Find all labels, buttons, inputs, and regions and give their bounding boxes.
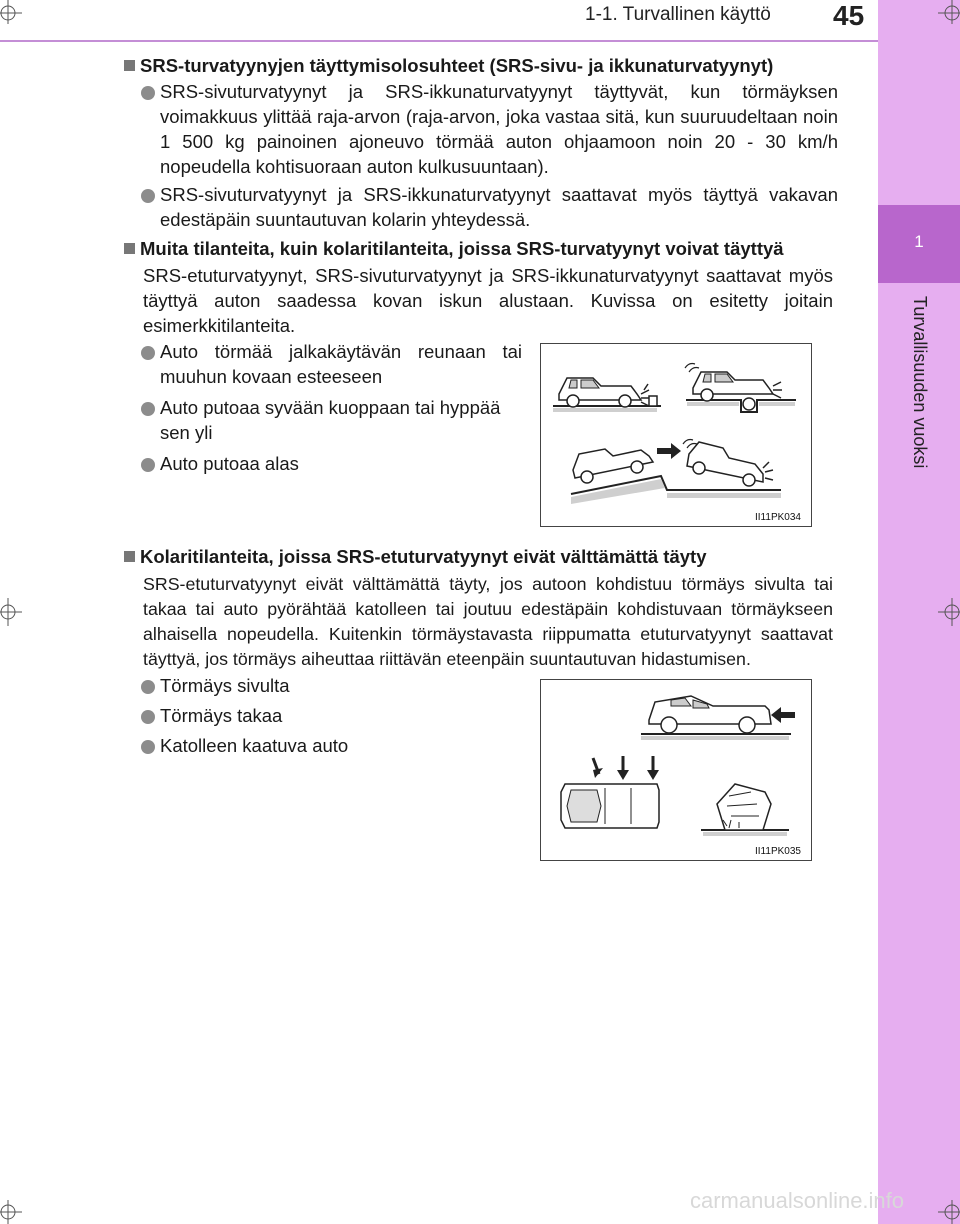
figure-label: II11PK034	[755, 512, 801, 523]
section-heading: Muita tilanteita, kuin kolaritilanteita, joissa SRS-turvatyynyt voivat täyttyä	[124, 236, 874, 261]
bullet-text: Katolleen kaatuva auto	[160, 735, 349, 756]
bullet-text: SRS-sivuturvatyynyt ja SRS-ikkunaturvatyynyt saattavat myös täyttyä vakavan edestäpäin suuntautuvan kolarin yhteydessä.	[160, 184, 838, 230]
page-number: 45	[833, 0, 865, 31]
section-body: SRS-etuturvatyynyt, SRS-sivuturvatyynyt ja SRS-ikkunaturvatyynyt saattavat myös täyttyä auton saadessa kovan iskun alustaan. Kuvissa on esitetty joitain esimerkkitilanteita.	[143, 265, 833, 336]
section-title: 1-1. Turvallinen käyttö	[585, 4, 771, 25]
bullet-text: Törmäys sivulta	[160, 675, 290, 696]
bullet-text: SRS-sivuturvatyynyt ja SRS-ikkunaturvatyynyt täyttyvät, kun törmäyksen voimakkuus ylittää raja-arvon (raja-arvon, joka vastaa sitä, kun suuruudeltaan noin 1 500 kg painoinen ajoneuvo törmää auton ohjaamoon noin 20 - 30 km/h nopeudella kohtisuoraan auton kulkusuuntaan).	[160, 81, 838, 177]
bullet-text: Auto putoaa alas	[160, 453, 299, 474]
chapter-title: Turvallisuuden vuoksi	[910, 296, 930, 469]
section-heading: SRS-turvatyynyjen täyttymisolosuhteet (SRS-sivu- ja ikkunaturvatyynyt)	[124, 53, 874, 78]
bullet-text: Auto putoaa syvään kuoppaan tai hyppää sen yli	[160, 397, 501, 443]
bullet-text: Törmäys takaa	[160, 705, 283, 726]
section-body: SRS-etuturvatyynyt eivät välttämättä täyty, jos autoon kohdistuu törmäys sivulta tai takaa tai auto pyörähtää katolleen tai joutuu edestäpäin kohdistuvaan törmäykseen alhaisella nopeudella. Kuitenkin törmäystavasta riippumatta etuturvatyynyt saattavat täyttyä, jos törmäys aiheuttaa riittävän eteenpäin suuntautuvan hidastumisen.	[143, 574, 833, 669]
chapter-number: 1	[914, 232, 924, 251]
watermark-footer: carmanualsonline.info	[690, 1188, 905, 1213]
section-heading: Kolaritilanteita, joissa SRS-etuturvatyynyt eivät välttämättä täyty	[124, 544, 874, 569]
bullet-text: Auto törmää jalkakäytävän reunaan tai muuhun kovaan esteeseen	[160, 341, 522, 387]
figure-label: II11PK035	[755, 846, 801, 857]
